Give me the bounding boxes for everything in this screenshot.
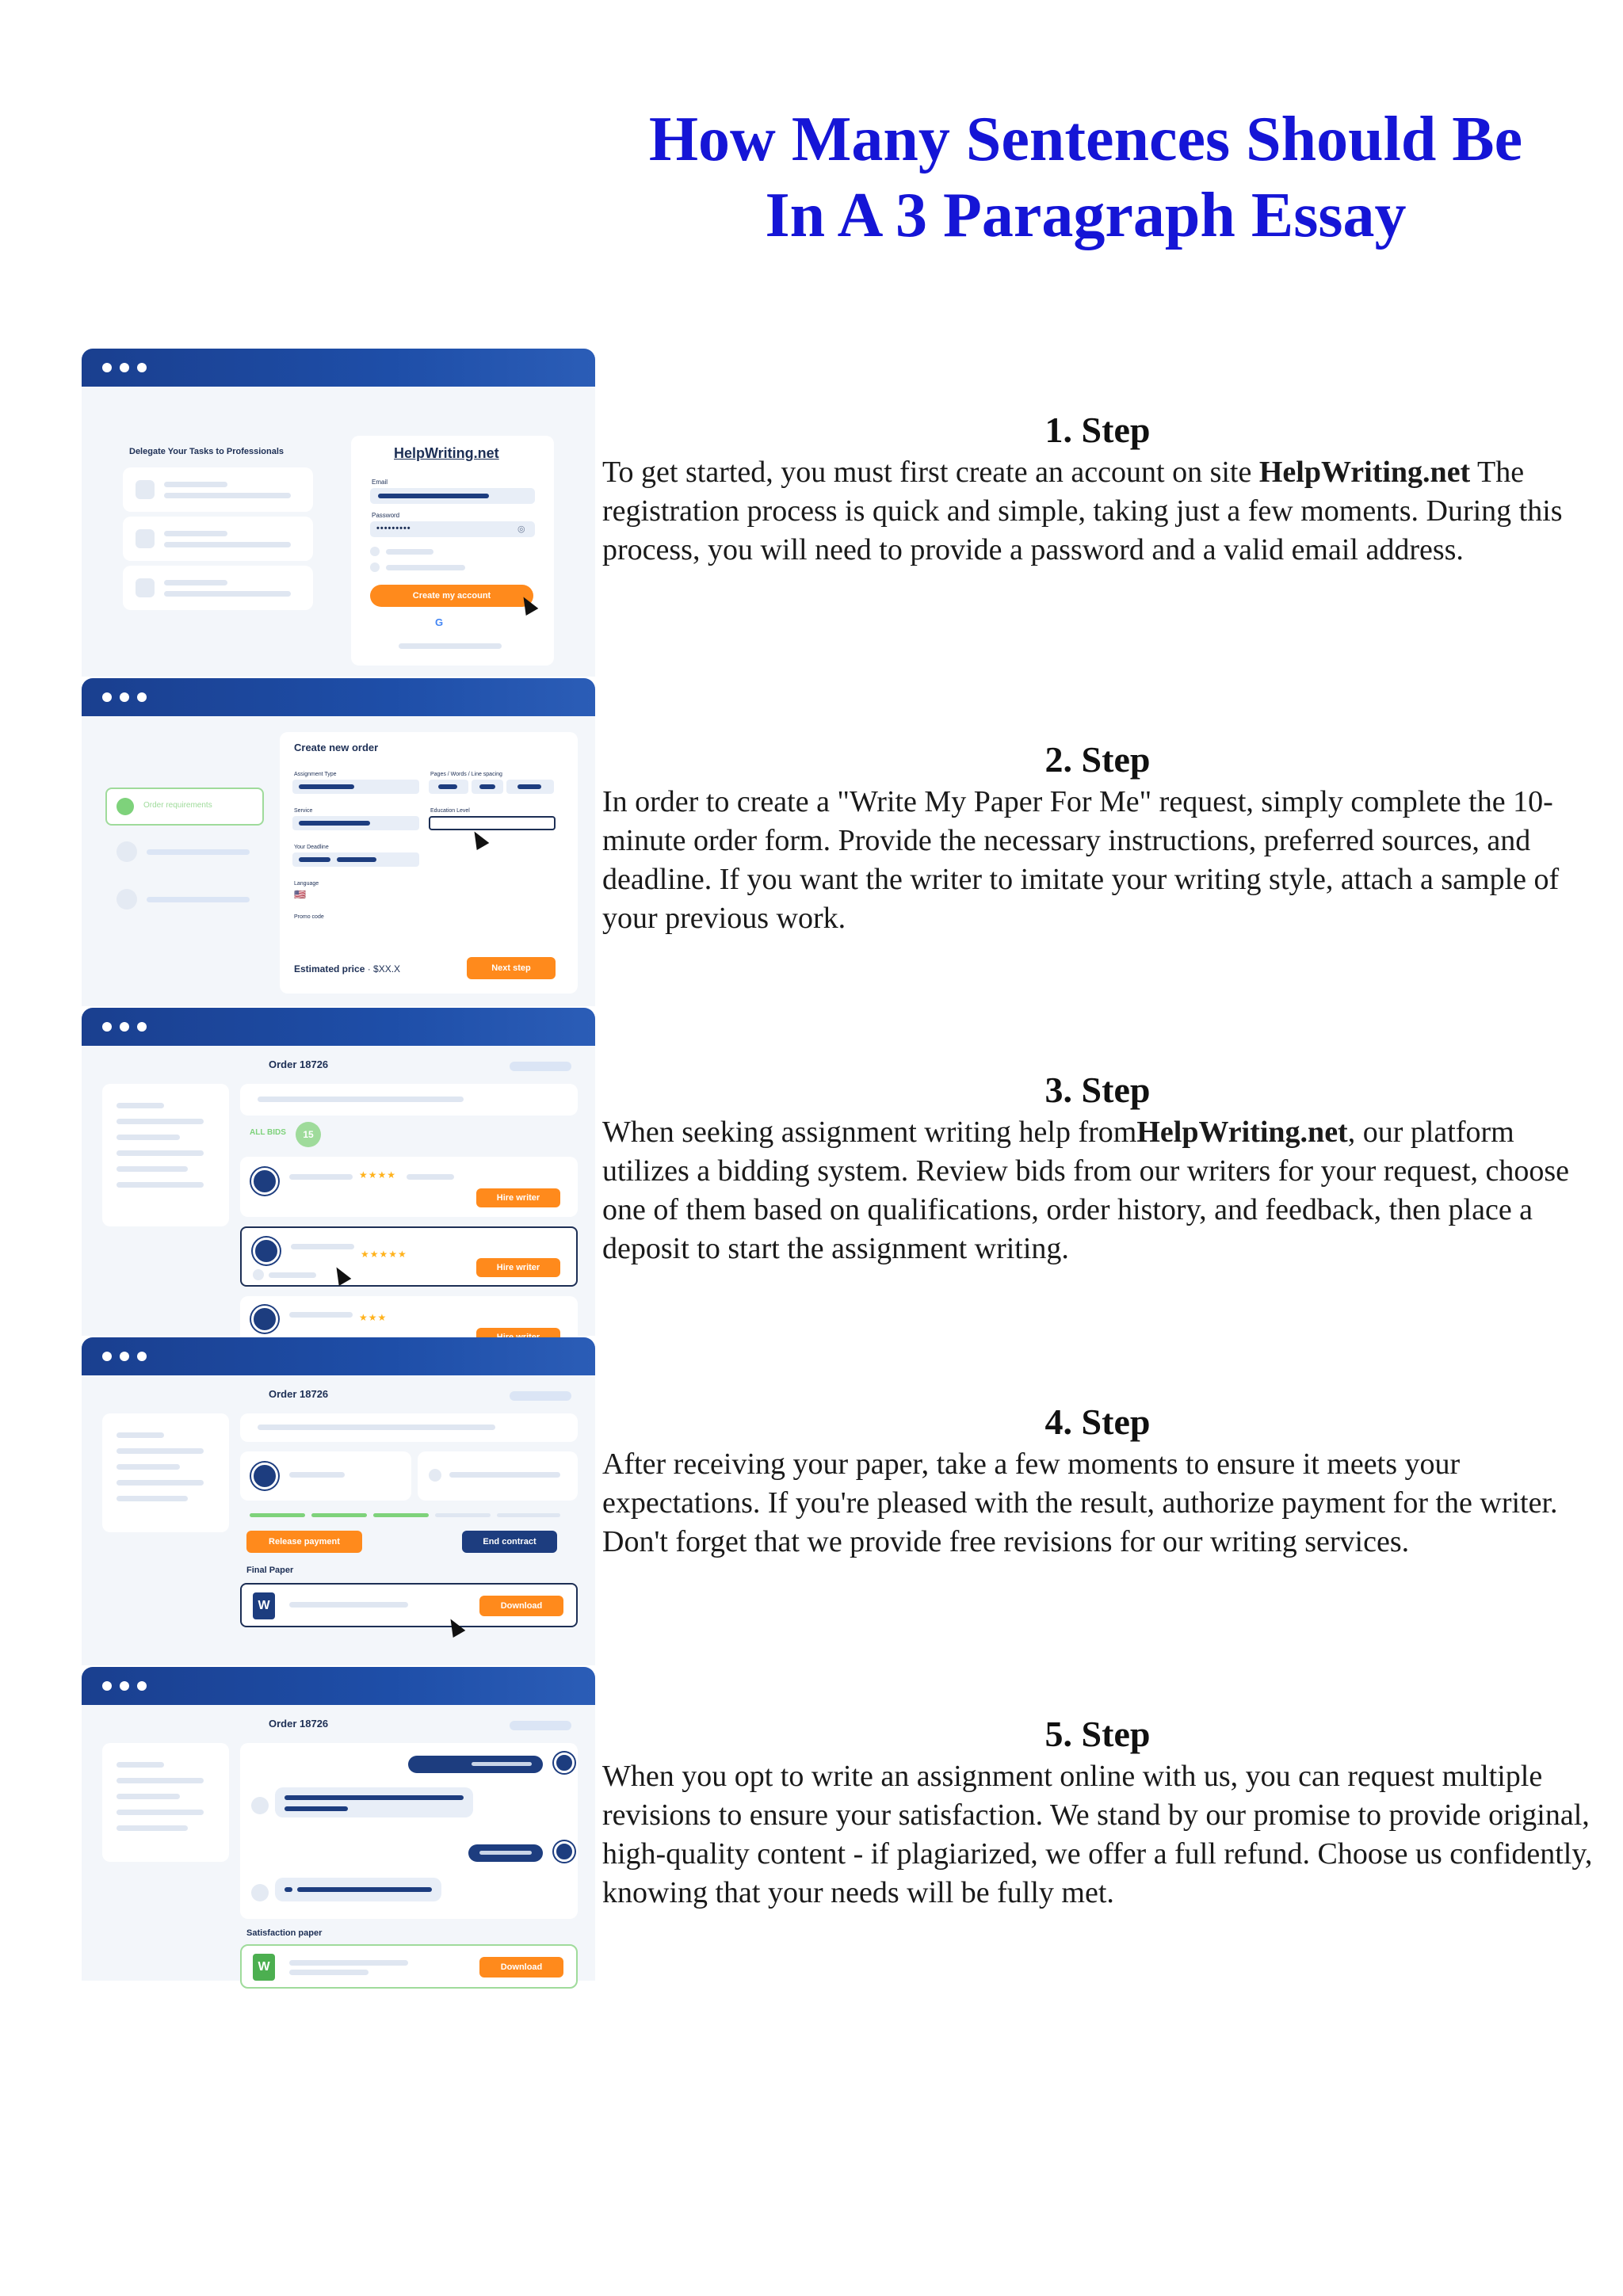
signup-form xyxy=(351,436,554,666)
window-title-bar xyxy=(82,1667,595,1705)
google-icon[interactable]: G xyxy=(435,616,444,628)
step-2 xyxy=(602,738,1593,938)
chat-bubble-user xyxy=(468,1844,543,1862)
task-card xyxy=(123,467,313,512)
cursor-icon xyxy=(468,828,490,850)
step-2-text: In order to create a "Write My Paper For Me" request, simply complete the 10-minute order form. Provide the necessary instructions, preferred sources, and deadline. If you want the writer to imitate your writing style, attach a sample of your previous work. xyxy=(602,785,1560,935)
writer-avatar xyxy=(251,1306,278,1333)
service-select[interactable] xyxy=(292,816,419,830)
step-1-text-b: The registration process is quick and simple, taking just a few moments. During this process, you will need to provide a password and a valid email address. xyxy=(602,456,1563,566)
window-dots-icon xyxy=(102,363,147,372)
final-paper-file[interactable] xyxy=(240,1583,578,1627)
step-1-text-a: To get started, you must first create an account on site xyxy=(602,456,1259,489)
language-label: Language xyxy=(294,881,319,887)
assignment-type-select[interactable] xyxy=(292,780,419,794)
mockup-final-paper xyxy=(82,1337,595,1665)
step-4 xyxy=(602,1401,1593,1562)
step-3 xyxy=(602,1069,1593,1268)
deadline-label: Your Deadline xyxy=(294,845,329,850)
step-1-brand: HelpWriting.net xyxy=(1258,456,1471,489)
page-title-line-2: In A 3 Paragraph Essay xyxy=(765,181,1407,250)
writer-avatar xyxy=(251,1463,278,1489)
password-label: Password xyxy=(372,512,400,519)
flag-icon[interactable]: 🇺🇸 xyxy=(294,889,306,900)
window-title-bar xyxy=(82,1008,595,1046)
rating-stars-icon: ★★★ xyxy=(359,1312,388,1323)
sidebar-panel xyxy=(102,1413,229,1532)
email-label: Email xyxy=(372,479,388,486)
words-stepper[interactable] xyxy=(472,780,503,794)
spacing-select[interactable] xyxy=(506,780,554,794)
window-title-bar xyxy=(82,678,595,716)
page-title-line-1: How Many Sentences Should Be xyxy=(648,105,1523,174)
promo-label: Promo code xyxy=(294,914,324,920)
eye-icon[interactable]: ◎ xyxy=(517,524,525,534)
chat-bubble-writer xyxy=(275,1787,473,1817)
step-4-heading: 4. Step xyxy=(1044,1402,1151,1442)
page-title xyxy=(602,101,1569,254)
user-avatar xyxy=(554,1841,575,1862)
step-5 xyxy=(602,1713,1593,1913)
step-3-heading: 3. Step xyxy=(1044,1070,1151,1110)
mockup-signup xyxy=(82,349,595,677)
word-document-icon: W xyxy=(253,1592,275,1619)
end-contract-button[interactable]: End contract xyxy=(462,1531,557,1553)
satisfaction-paper-label: Satisfaction paper xyxy=(246,1928,323,1938)
password-input[interactable] xyxy=(370,521,535,537)
mockup-revisions xyxy=(82,1667,595,1981)
education-label: Education Level xyxy=(430,808,470,814)
service-label: Service xyxy=(294,808,313,814)
step-3-text xyxy=(602,1113,1593,1268)
writer-avatar xyxy=(251,1168,278,1195)
step-3-text-b: , our platform utilizes a bidding system. Review bids from our writers for your request, choose one of them based on qualifications, order history, and feedback, then place a deposit to start the assignment writing. xyxy=(602,1116,1569,1265)
next-step-button[interactable]: Next step xyxy=(467,957,556,979)
cursor-icon xyxy=(330,1264,352,1286)
writer-card xyxy=(240,1451,411,1501)
order-summary xyxy=(240,1413,578,1442)
chat-bubble-user xyxy=(408,1756,543,1773)
assignment-type-label: Assignment Type xyxy=(294,772,337,777)
step-1-text xyxy=(602,453,1593,570)
sidebar-panel xyxy=(102,1743,229,1862)
bids-label: ALL BIDS xyxy=(250,1128,286,1137)
bid-card[interactable] xyxy=(240,1157,578,1217)
window-dots-icon xyxy=(102,1681,147,1691)
step-3-brand: HelpWriting.net xyxy=(1136,1116,1348,1149)
step-4-text: After receiving your paper, take a few moments to ensure it meets your expectations. If you're pleased with the result, authorize payment for the writer. Don't forget that we provide free revisions for our writing services. xyxy=(602,1447,1558,1558)
hire-writer-button[interactable]: Hire writer xyxy=(476,1258,560,1277)
task-card xyxy=(123,566,313,610)
step-3-text-a: When seeking assignment writing help from xyxy=(602,1116,1137,1149)
mockup-order-form xyxy=(82,678,595,1006)
step-5-heading: 5. Step xyxy=(1044,1714,1151,1754)
task-card xyxy=(123,517,313,561)
price-value: · $XX.X xyxy=(365,963,401,974)
sidebar-panel xyxy=(102,1084,229,1226)
bids-count-badge: 15 xyxy=(296,1122,321,1147)
window-dots-icon xyxy=(102,1022,147,1032)
order-summary xyxy=(240,1084,578,1116)
rating-stars-icon: ★★★★ xyxy=(359,1169,397,1180)
mock-heading: Delegate Your Tasks to Professionals xyxy=(129,447,285,456)
password-dots: ••••••••• xyxy=(376,524,411,533)
create-account-button[interactable]: Create my account xyxy=(370,585,533,607)
form-title: Create new order xyxy=(294,742,379,753)
word-document-icon: W xyxy=(253,1954,275,1981)
education-select[interactable] xyxy=(429,816,556,830)
download-button[interactable]: Download xyxy=(479,1596,563,1616)
brand-logo: HelpWriting.net xyxy=(394,445,499,461)
status-card xyxy=(418,1451,578,1501)
download-button[interactable]: Download xyxy=(479,1957,563,1978)
writer-avatar xyxy=(253,1238,280,1264)
step-5-text: When you opt to write an assignment online with us, you can request multiple revisions to ensure your satisfaction. We stand by our promise to provide original, high-quality content - if plagiarized, we offer a full refund. Choose us confidently, knowing that your needs will be fully met. xyxy=(602,1760,1593,1909)
step-1 xyxy=(602,409,1593,570)
window-dots-icon xyxy=(102,1352,147,1361)
satisfaction-paper-file[interactable] xyxy=(240,1944,578,1989)
bid-card-selected[interactable] xyxy=(240,1226,578,1287)
rating-stars-icon: ★★★★★ xyxy=(361,1249,407,1260)
hire-writer-button[interactable]: Hire writer xyxy=(476,1188,560,1207)
step-2-heading: 2. Step xyxy=(1044,739,1151,780)
price-label: Estimated price xyxy=(294,963,365,974)
sidebar-item-label: Order requirements xyxy=(143,801,212,810)
sidebar-item-requirements[interactable] xyxy=(105,788,264,826)
estimated-price xyxy=(294,963,400,974)
chat-thread xyxy=(240,1743,578,1919)
order-form-card xyxy=(280,732,578,994)
step-1-heading: 1. Step xyxy=(1044,410,1151,450)
pages-stepper[interactable] xyxy=(429,780,468,794)
pages-label: Pages / Words / Line spacing xyxy=(430,772,502,777)
final-paper-label: Final Paper xyxy=(246,1566,294,1575)
window-title-bar xyxy=(82,349,595,387)
mockup-bids xyxy=(82,1008,595,1336)
order-title: Order 18726 xyxy=(269,1388,329,1400)
user-avatar xyxy=(554,1753,575,1773)
check-icon xyxy=(116,798,134,815)
email-input[interactable] xyxy=(370,488,535,504)
bid-card[interactable] xyxy=(240,1296,578,1344)
deadline-input[interactable] xyxy=(292,852,419,867)
release-payment-button[interactable]: Release payment xyxy=(246,1531,362,1553)
window-title-bar xyxy=(82,1337,595,1375)
order-title: Order 18726 xyxy=(269,1718,329,1730)
window-dots-icon xyxy=(102,692,147,702)
order-title: Order 18726 xyxy=(269,1058,329,1070)
chat-bubble-writer xyxy=(275,1878,441,1901)
